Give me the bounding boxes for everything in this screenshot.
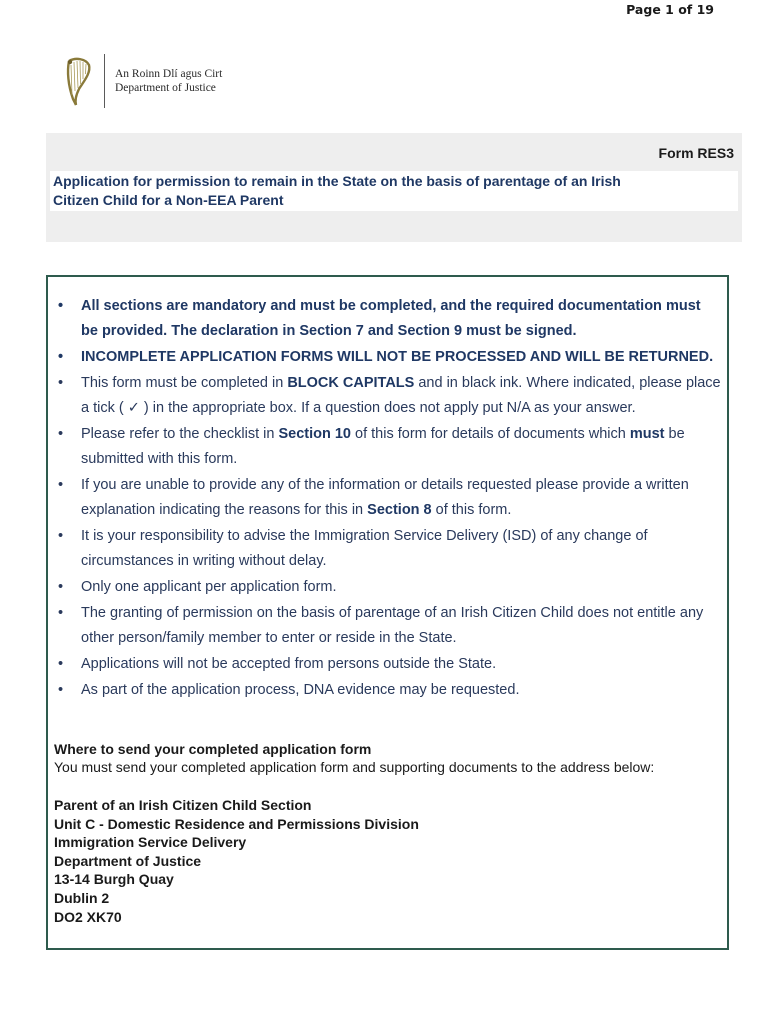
bullet-icon: •	[58, 426, 64, 442]
address-line: Parent of an Irish Citizen Child Section	[54, 797, 312, 813]
form-header	[46, 133, 742, 242]
form-code: Form RES3	[658, 145, 734, 161]
harp-icon	[64, 55, 92, 107]
department-logo	[64, 54, 222, 108]
send-section	[54, 740, 721, 926]
instructions-list	[56, 294, 721, 704]
bullet-icon: •	[58, 579, 64, 595]
instruction-item-one-applicant: • Only one applicant per application form.	[56, 575, 721, 600]
instruction-item-no-entitlement: • The granting of permission on the basis of parentage of an Irish Citizen Child does not entitle any other person/family member to enter or reside in the State.	[56, 601, 721, 651]
bullet-icon: •	[58, 656, 64, 672]
form-title-line-2: Citizen Child for a Non-EEA Parent	[53, 192, 284, 208]
bullet-icon: •	[58, 528, 64, 544]
page-number: Page 1 of 19	[626, 2, 714, 17]
instruction-item-dna-evidence: • As part of the application process, DNA evidence may be requested.	[56, 678, 721, 703]
logo-line-english: Department of Justice	[115, 82, 216, 94]
bullet-icon: •	[58, 375, 64, 391]
instruction-item-outside-state: • Applications will not be accepted from persons outside the State.	[56, 652, 721, 677]
address-line: Department of Justice	[54, 852, 202, 869]
instruction-item-checklist: • Please refer to the checklist in Section 10 of this form for details of documents which must be submitted with this form.	[56, 422, 721, 472]
bullet-icon: •	[58, 605, 64, 621]
logo-divider	[104, 54, 105, 108]
instruction-item-mandatory: • All sections are mandatory and must be completed, and the required documentation must be provided. The declaration in Section 7 and Section 9 must be signed.	[56, 294, 721, 344]
mailing-address	[54, 796, 721, 926]
instruction-item-written-explanation: • If you are unable to provide any of the information or details requested please provide a written explanation indicating the reasons for this in Section 8 of this form.	[56, 473, 721, 523]
address-line: Immigration Service Delivery	[54, 834, 247, 851]
form-title-line-1: Application for permission to remain in the State on the basis of parentage of an Irish	[53, 173, 621, 189]
send-text: You must send your completed application form and supporting documents to the address below:	[54, 759, 655, 775]
bullet-icon: •	[58, 477, 64, 493]
instructions-box	[46, 275, 729, 950]
bullet-icon: •	[58, 298, 64, 314]
address-line: Dublin 2	[54, 889, 110, 906]
instruction-item-incomplete-forms: • INCOMPLETE APPLICATION FORMS WILL NOT BE PROCESSED AND WILL BE RETURNED.	[56, 345, 721, 370]
address-line: DO2 XK70	[54, 908, 122, 925]
address-line: 13-14 Burgh Quay	[54, 871, 174, 888]
address-line: Unit C - Domestic Residence and Permissions Division	[54, 815, 419, 832]
bullet-icon: •	[58, 682, 64, 698]
send-heading: Where to send your completed application form	[54, 741, 372, 757]
tick-icon: ✓	[127, 400, 140, 416]
logo-line-irish: An Roinn Dlí agus Cirt	[115, 68, 223, 80]
bullet-icon: •	[58, 349, 64, 365]
logo-text	[115, 67, 222, 95]
instruction-item-block-capitals: • This form must be completed in BLOCK CAPITALS and in black ink. Where indicated, please place a tick ( ✓ ) in the appropriate box. If a question does not apply put N/A as your answer.	[56, 371, 721, 421]
form-title	[50, 171, 738, 210]
form-title-strip	[50, 171, 738, 211]
instruction-item-change-of-circumstances: • It is your responsibility to advise the Immigration Service Delivery (ISD) of any change of circumstances in writing without delay.	[56, 524, 721, 574]
